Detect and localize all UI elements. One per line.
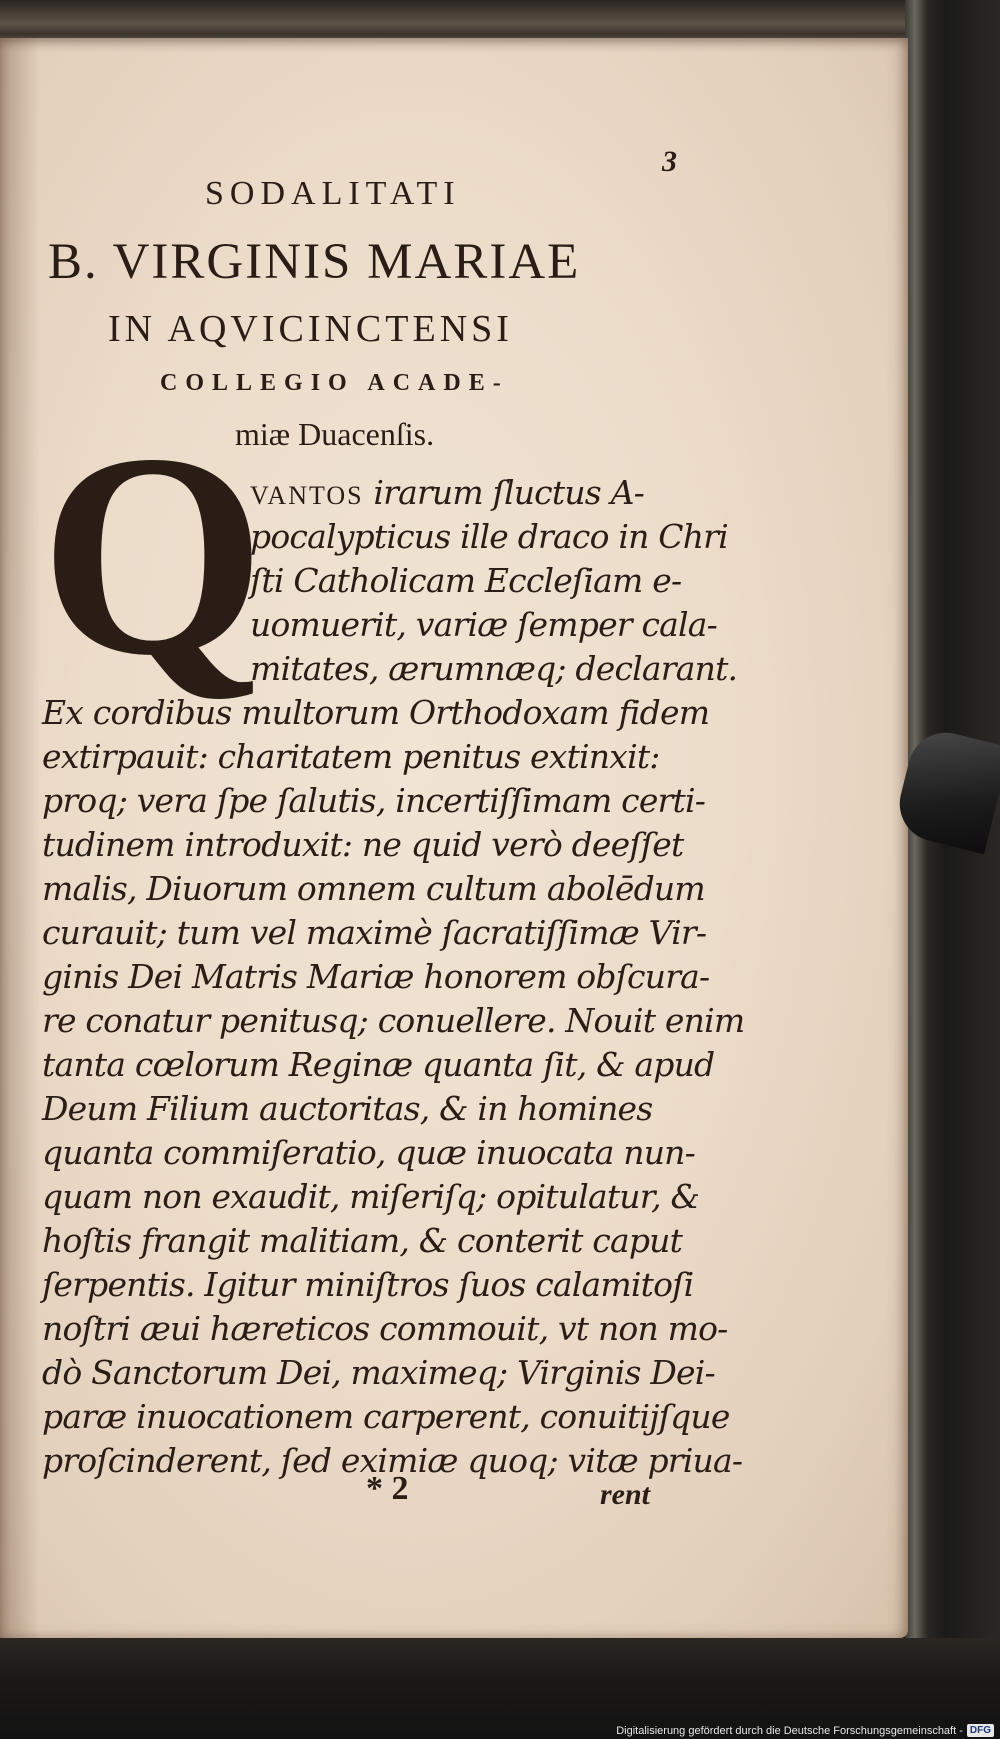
- dfg-logo: DFG: [967, 1724, 994, 1737]
- page-gutter-shadow: [0, 38, 40, 1638]
- heading-line-5: miæ Duacenſis.: [235, 416, 435, 452]
- body-line: mitates, ærumnæq; declarant.: [250, 649, 738, 688]
- body-line: pocalypticus ille draco in Chri: [250, 517, 728, 556]
- heading-line-4: COLLEGIO ACADE-: [160, 370, 509, 396]
- body-line: tudinem introduxit: ne quid verò deeſſet: [42, 825, 684, 864]
- body-line: proq; vera ſpe ſalutis, incertiſſimam certi-: [42, 781, 706, 820]
- body-line: tanta cœlorum Reginæ quanta ſit, & apud: [42, 1045, 715, 1084]
- body-line: irarum ſluctus A-: [373, 473, 644, 512]
- body-line: hoſtis frangit malitiam, & conterit caput: [42, 1221, 683, 1260]
- body-line: dò Sanctorum Dei, maximeq; Virginis Dei-: [42, 1353, 715, 1392]
- body-line: noſtri æui hæreticos commouit, vt non mo-: [42, 1309, 728, 1348]
- body-line: proſcinderent, ſed eximiæ quoq; vitæ priua-: [42, 1441, 743, 1480]
- signature-mark: * 2: [366, 1470, 409, 1507]
- body-line: Ex cordibus multorum Orthodoxam fidem: [42, 693, 710, 732]
- heading-line-2: B. VIRGINIS MARIAE: [48, 234, 581, 290]
- credit-text: Digitalisierung gefördert durch die Deutsche Forschungsgemeinschaft -: [616, 1724, 963, 1737]
- catchword: rent: [600, 1478, 651, 1511]
- first-line-caps-text: VANTOS: [250, 481, 364, 510]
- body-line: Deum Filium auctoritas, & in homines: [42, 1089, 653, 1128]
- heading-line-3: IN AQVICINCTENSI: [108, 308, 513, 350]
- body-line: paræ inuocationem carperent, conuitijſque: [42, 1397, 730, 1436]
- body-line: uomuerit, variæ ſemper cala-: [250, 605, 718, 644]
- body-line: ſti Catholicam Eccleſiam e-: [250, 561, 682, 600]
- page-number: 3: [662, 145, 677, 178]
- drop-capital: Q: [40, 394, 266, 715]
- book-right-edge: [905, 0, 1000, 1739]
- body-line: ſerpentis. Igitur miniſtros ſuos calamitoſi: [42, 1265, 694, 1304]
- body-line: quanta commiſeratio, quæ inuocata nun-: [42, 1133, 695, 1172]
- body-line: re conatur penitusq; conuellere. Nouit enim: [42, 1001, 745, 1040]
- body-line: curauit; tum vel maximè ſacratiſſimæ Vir-: [42, 913, 707, 952]
- first-line-caps: [250, 473, 644, 512]
- heading-line-1: SODALITATI: [205, 175, 461, 212]
- body-line: quam non exaudit, miſeriſq; opitulatur, &: [42, 1177, 700, 1216]
- body-line: malis, Diuorum omnem cultum abolēdum: [42, 869, 705, 908]
- digitization-credit: [616, 1724, 994, 1737]
- body-line: ginis Dei Matris Mariæ honorem obſcura-: [42, 957, 710, 996]
- body-line: extirpauit: charitatem penitus extinxit:: [42, 737, 660, 776]
